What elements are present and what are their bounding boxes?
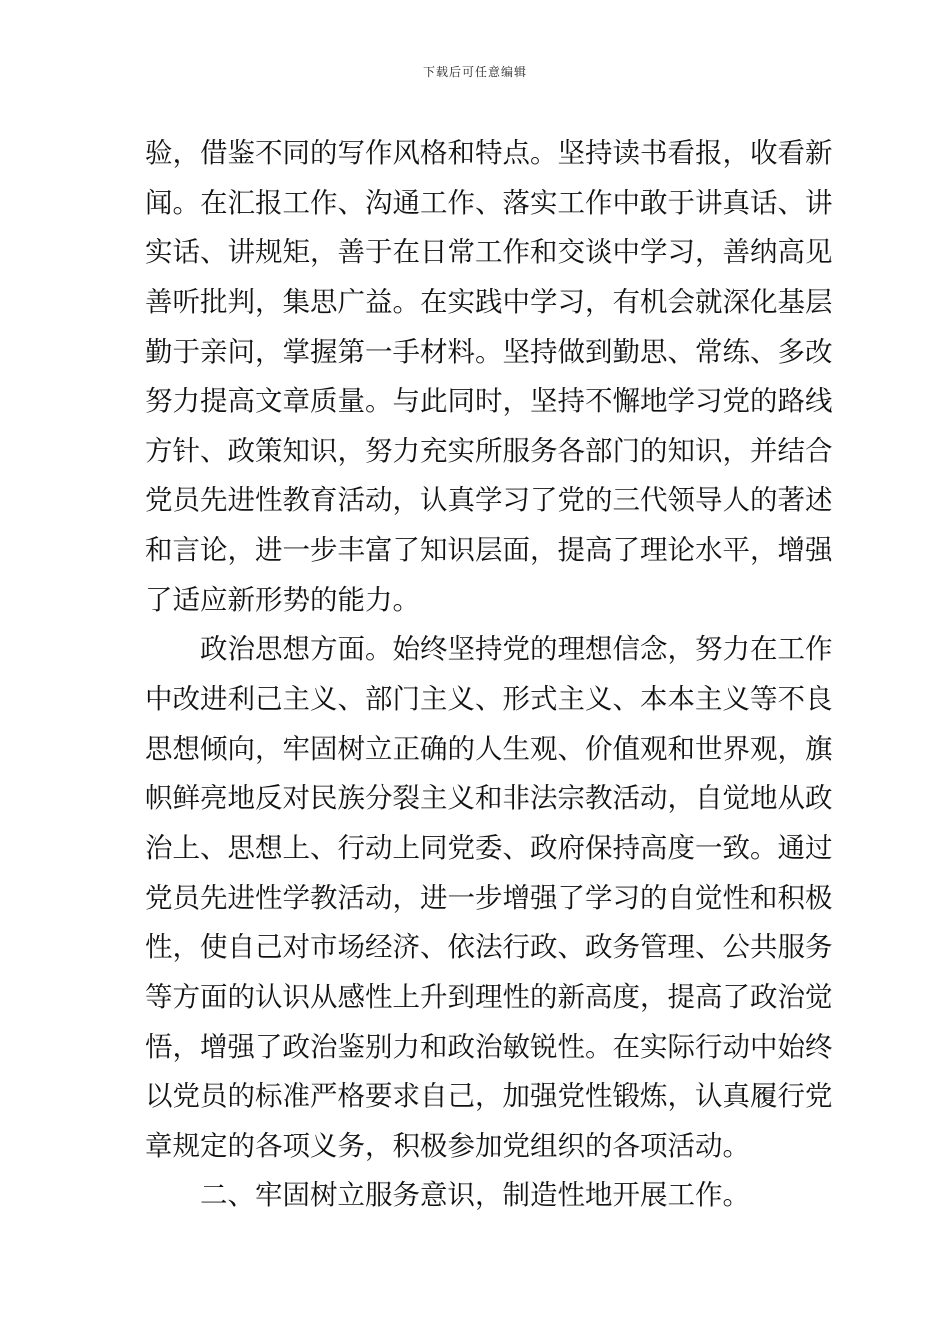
text-line: 政治思想方面。始终坚持党的理想信念，努力在工作 [200, 633, 833, 666]
text-line: 中改进利己主义、部门主义、形式主义、本本主义等不良 [145, 683, 833, 716]
body-text [145, 129, 833, 1221]
page-header: 下载后可任意编辑 [422, 65, 527, 79]
text-line: 和言论，进一步丰富了知识层面，提高了理论水平，增强 [145, 534, 833, 567]
text-line: 实话、讲规矩，善于在日常工作和交谈中学习，善纳高见 [145, 236, 833, 269]
text-line: 章规定的各项义务，积极参加党组织的各项活动。 [145, 1129, 750, 1162]
text-line: 勤于亲问，掌握第一手材料。坚持做到勤思、常练、多改 [145, 335, 833, 368]
text-line: 二、牢固树立服务意识，制造性地开展工作。 [200, 1179, 750, 1212]
text-line: 悟，增强了政治鉴别力和政治敏锐性。在实际行动中始终 [145, 1030, 833, 1063]
text-line: 闻。在汇报工作、沟通工作、落实工作中敢于讲真话、讲 [145, 186, 833, 219]
text-line: 党员先进性教育活动，认真学习了党的三代领导人的著述 [145, 484, 833, 517]
text-line: 了适应新形势的能力。 [145, 583, 420, 616]
text-line: 努力提高文章质量。与此同时，坚持不懈地学习党的路线 [145, 385, 833, 418]
paragraph [145, 1171, 807, 1221]
text-line: 党员先进性学教活动，进一步增强了学习的自觉性和积极 [145, 881, 833, 914]
text-line: 验，借鉴不同的写作风格和特点。坚持读书看报，收看新 [145, 137, 833, 169]
text-line: 以党员的标准严格要求自己，加强党性锻炼，认真履行党 [145, 1080, 833, 1113]
paragraph [145, 625, 833, 1171]
text-line: 思想倾向，牢固树立正确的人生观、价值观和世界观，旗 [145, 732, 833, 765]
text-line: 等方面的认识从感性上升到理性的新高度，提高了政治觉 [145, 980, 833, 1013]
text-line: 方针、政策知识，努力充实所服务各部门的知识，并结合 [145, 434, 833, 467]
paragraph [145, 129, 833, 625]
text-line: 帜鲜亮地反对民族分裂主义和非法宗教活动，自觉地从政 [145, 782, 833, 815]
text-line: 性，使自己对市场经济、依法行政、政务管理、公共服务 [145, 931, 833, 964]
text-line: 治上、思想上、行动上同党委、政府保持高度一致。通过 [145, 831, 833, 864]
text-line: 善听批判，集思广益。在实践中学习，有机会就深化基层 [145, 285, 833, 318]
